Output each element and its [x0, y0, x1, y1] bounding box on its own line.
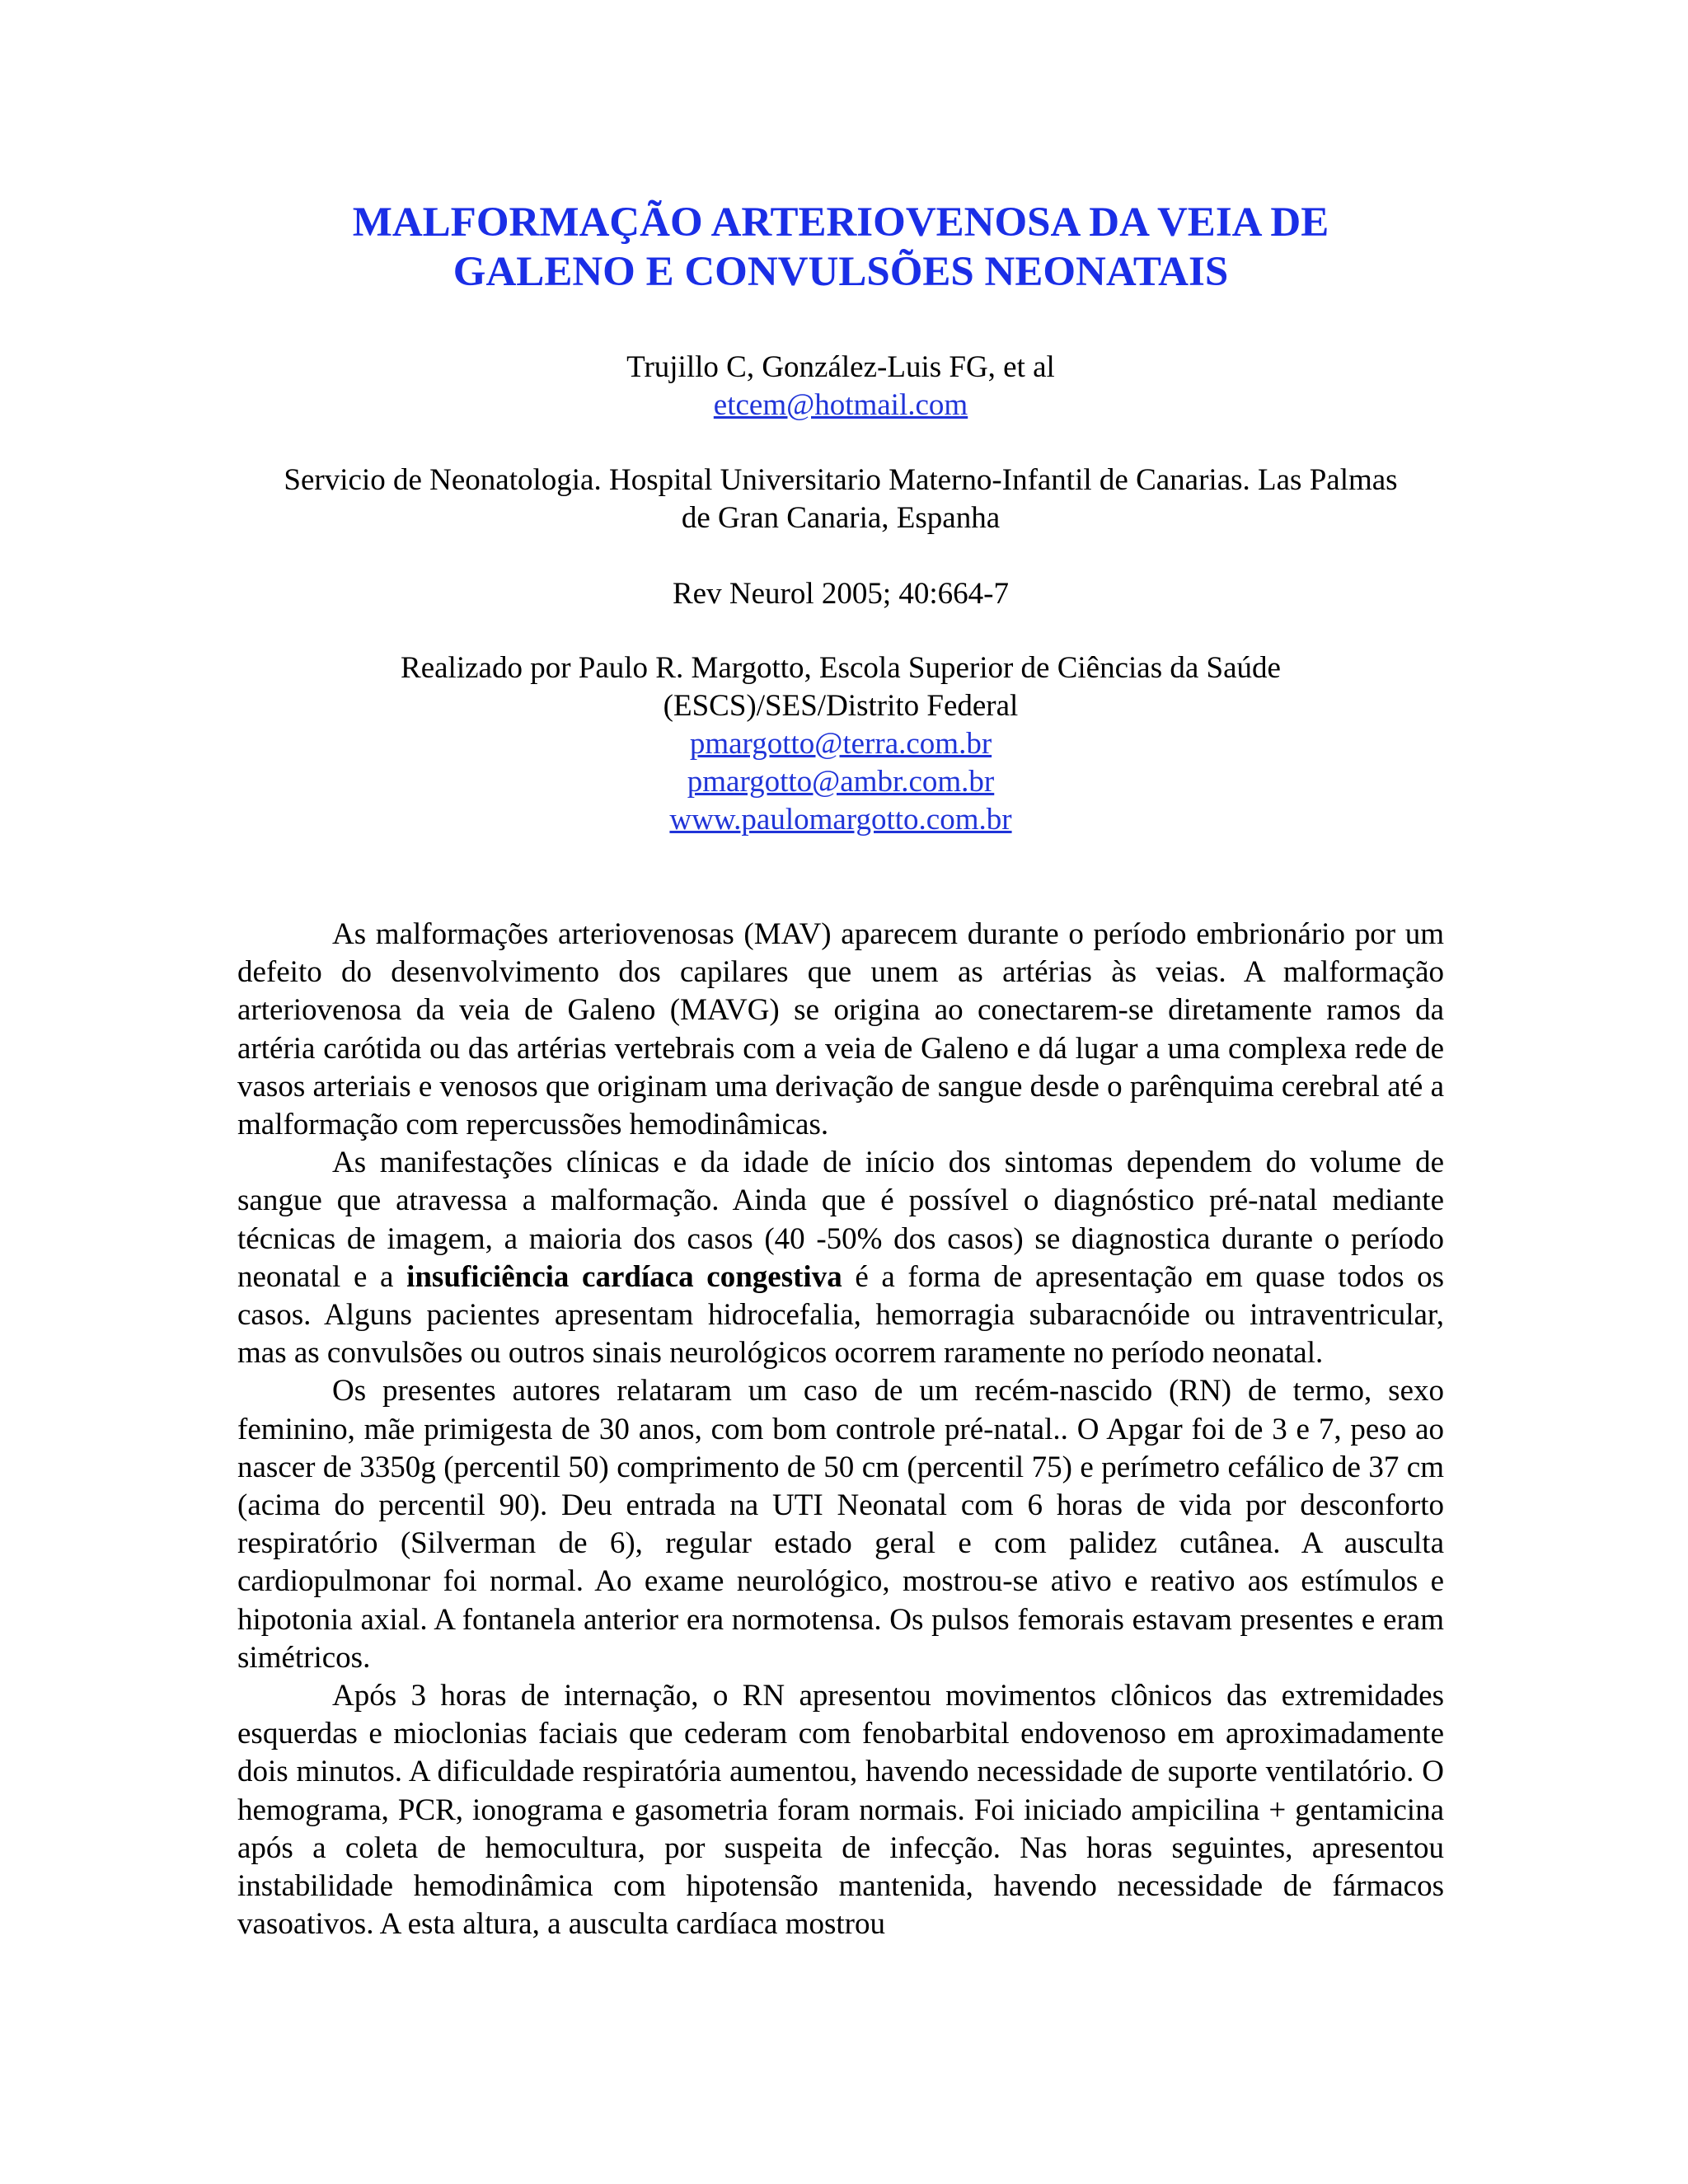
realized-block — [214, 649, 1467, 839]
affiliation-line-1: Servicio de Neonatologia. Hospital Universitario Materno-Infantil de Canarias. Las Palmas — [284, 463, 1398, 497]
author-names: Trujillo C, González-Luis FG, et al — [626, 350, 1055, 384]
realized-line-1: Realizado por Paulo R. Margotto, Escola Superior de Ciências da Saúde — [401, 651, 1281, 685]
email-link-terra[interactable]: pmargotto@terra.com.br — [689, 727, 992, 761]
author-email-link[interactable]: etcem@hotmail.com — [713, 388, 968, 422]
realized-line-2: (ESCS)/SES/Distrito Federal — [663, 689, 1019, 723]
affiliation-block — [214, 462, 1467, 537]
paragraph-2-end: é a forma de apresentação em quase todos os casos. Alguns pacientes apresentam hidrocefalia, hemorragia subaracnóide ou intraventricular, mas as convulsões ou outros sinais neurológicos ocorrem raramente no período neonatal. — [237, 1259, 1445, 1371]
email-link-ambr[interactable]: pmargotto@ambr.com.br — [687, 765, 995, 799]
paragraph-3: Os presentes autores relataram um caso de um recém-nascido (RN) de termo, sexo feminino, mãe primigesta de 30 anos, com bom controle pré-natal.. O Apgar foi de 3 e 7, peso ao nascer de 3350g (percentil 50) comprimento de 50 cm (percentil 75) e perímetro cefálico de 37 cm (acima do percentil 90). Deu entrada na UTI Neonatal com 6 horas de vida por desconforto respiratório (Silverman de 6), regular estado geral e com palidez cutânea. A ausculta cardiopulmonar foi normal. Ao exame neurológico, mostrou-se ativo e reativo aos estímulos e hipotonia axial. A fontanela anterior era normotensa. Os pulsos femorais estavam presentes e eram simétricos. — [237, 1374, 1444, 1675]
journal-reference: Rev Neurol 2005; 40:664-7 — [673, 577, 1009, 611]
authors-block — [214, 349, 1467, 424]
affiliation-line-2: de Gran Canaria, Espanha — [681, 501, 1001, 535]
paragraph-2-start: As manifestações clínicas e da idade de início dos sintomas dependem do volume de sangue que atravessa a malformação. Ainda que é possível o diagnóstico pré-natal mediante técnicas de imagem, a maioria dos casos (40 -50% dos casos) se diagnostica durante o período neonatal e a — [237, 1146, 1444, 1294]
title-line-2: GALENO E CONVULSÕES NEONATAIS — [452, 249, 1229, 295]
body-text — [237, 916, 1444, 1943]
paragraph-4: Após 3 horas de internação, o RN apresentou movimentos clônicos das extremidades esquerdas e mioclonias faciais que cederam com fenobarbital endovenoso em aproximadamente dois minutos. A dificuldade respiratória aumentou, havendo necessidade de suporte ventilatório. O hemograma, PCR, ionograma e gasometria foram normais. Foi iniciado ampicilina + gentamicina após a coleta de hemocultura, por suspeita de infecção. Nas horas seguintes, apresentou instabilidade hemodinâmica com hipotensão mantenida, havendo necessidade de fármacos vasoativos. A esta altura, a ausculta cardíaca mostrou — [237, 1679, 1444, 1942]
website-link[interactable]: www.paulomargotto.com.br — [669, 803, 1012, 837]
paragraph-1: As malformações arteriovenosas (MAV) aparecem durante o período embrionário por um defeito do desenvolvimento dos capilares que unem as artérias às veias. A malformação arteriovenosa da veia de Galeno (MAVG) se origina ao conectarem-se diretamente ramos da artéria carótida ou das artérias vertebrais com a veia de Galeno e dá lugar a uma complexa rede de vasos arteriais e venosos que originam uma derivação de sangue desde o parênquima cerebral até a malformação com repercussões hemodinâmicas. — [237, 917, 1444, 1142]
document-title — [239, 198, 1442, 297]
title-line-1: MALFORMAÇÃO ARTERIOVENOSA DA VEIA DE — [352, 199, 1329, 246]
paragraph-2 — [237, 1144, 1444, 1372]
reference-block — [214, 575, 1467, 613]
paragraph-2-bold-term: insuficiência cardíaca congestiva — [406, 1259, 842, 1294]
